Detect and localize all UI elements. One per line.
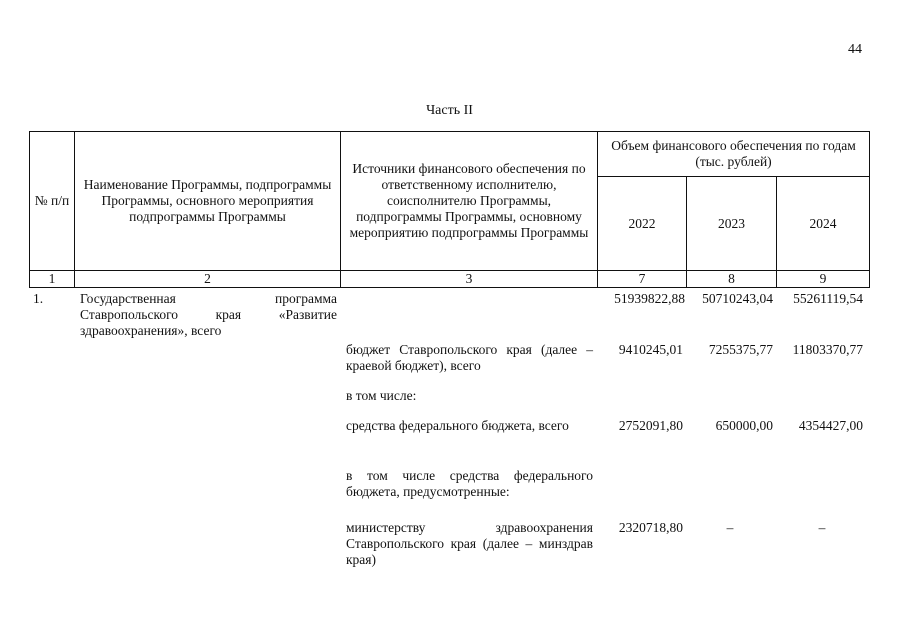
column-number-8: 8 <box>687 271 777 288</box>
program-name: Государственная программа Ставропольского края «Развитие здравоохранения», всего <box>80 291 337 338</box>
value-2024: 4354427,00 <box>798 418 863 433</box>
financing-table-header <box>29 131 870 288</box>
source-text: в том числе средства федерального бюджета, предусмотренные: <box>346 468 593 499</box>
header-number-column: № п/п <box>30 132 75 271</box>
row-number: 1. <box>33 291 44 306</box>
value-2024: – <box>818 520 826 535</box>
header-name-column: Наименование Программы, подпрограммы Программы, основного мероприятия подпрограммы Программы <box>75 132 341 271</box>
header-year-2022: 2022 <box>598 177 687 271</box>
page-number: 44 <box>848 42 862 57</box>
value-2022: 2752091,80 <box>618 418 683 433</box>
value-2023: – <box>726 520 734 535</box>
source-text: средства федерального бюджета, всего <box>346 418 569 433</box>
header-sources-column: Источники финансового обеспечения по ответственному исполнителю, соисполнителю Программы, подпрограммы Программы, основному мероприятию подпрограммы Программы <box>341 132 598 271</box>
value-2022: 51939822,88 <box>614 291 685 306</box>
value-2024: 11803370,77 <box>792 342 863 357</box>
value-2022: 2320718,80 <box>618 520 683 535</box>
header-year-2023: 2023 <box>687 177 777 271</box>
header-year-2024: 2024 <box>777 177 870 271</box>
column-number-3: 3 <box>341 271 598 288</box>
value-2022: 9410245,01 <box>618 342 683 357</box>
column-number-7: 7 <box>598 271 687 288</box>
value-2023: 650000,00 <box>715 418 773 433</box>
value-2023: 7255375,77 <box>708 342 773 357</box>
value-2023: 50710243,04 <box>702 291 773 306</box>
source-text: в том числе: <box>346 388 417 403</box>
source-text: бюджет Ставропольского края (далее – краевой бюджет), всего <box>346 342 593 373</box>
column-number-9: 9 <box>777 271 870 288</box>
column-number-2: 2 <box>75 271 341 288</box>
value-2024: 55261119,54 <box>793 291 863 306</box>
header-volume-column: Объем финансового обеспечения по годам (тыс. рублей) <box>598 132 870 177</box>
source-text: министерству здравоохранения Ставропольского края (далее – минздрав края) <box>346 520 593 567</box>
part-title: Часть II <box>426 103 473 118</box>
column-number-1: 1 <box>30 271 75 288</box>
